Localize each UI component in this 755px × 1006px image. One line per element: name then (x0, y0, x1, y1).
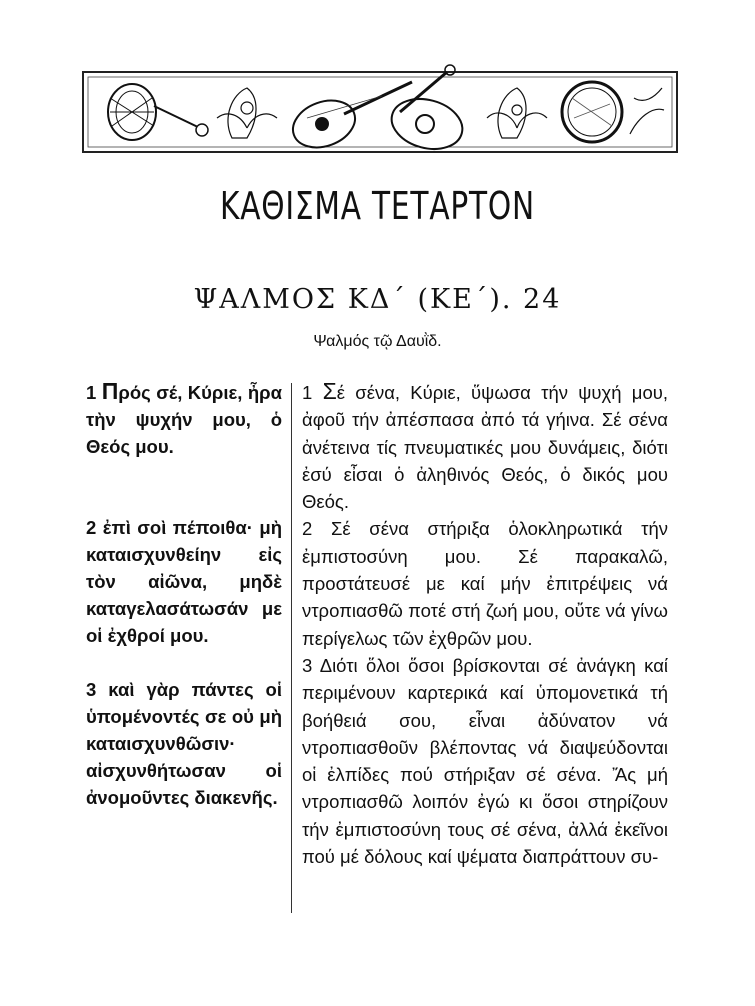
verse-original (86, 676, 282, 811)
psalm-title: ΨΑΛΜΟΣ ΚΔ΄ (ΚΕ΄). 24 (193, 284, 562, 315)
verse-text: καὶ γὰρ πάντες οἱ ὑπομένοντές σε οὐ μὴ καταισχυνθῶσιν· αἰσχυνθήτωσαν οἱ ἀνομοῦντες διακενῆς. (86, 679, 283, 808)
verse-text: Διότι ὅλοι ὅσοι βρίσκονται σέ ἀνάγκη καί περιμένουν καρτερικά καί ὑπομονετικά τή βοήθειά σου, εἶναι ἀδύνατον νά ντροπιασθοῦν βλέποντας νά διαψεύδονται οἱ ἐλπίδες πού στήριξαν σέ σένα. Ἄς μή ντροπιασθῶ λοιπόν ἐγώ κι ὅσοι στηρίζουν τήν ἐμπιστοσύνη τους σέ σένα, ἀλλά ἐκεῖνοι πού μέ δόλους καί ψέματα διαπράττουν συ- (302, 654, 669, 868)
translation-column (302, 378, 668, 870)
verse-number: 1 (302, 382, 313, 403)
verse-number: 3 (86, 679, 97, 700)
musical-instruments-headpiece (82, 58, 678, 164)
verse-number: 3 (302, 654, 313, 676)
verse-text: έ σένα, Κύριε, ὕψωσα τήν ψυχή μου, ἀφοῦ τήν ἀπέσπασα ἀπό τά γήινα. Σέ σένα ἀνέτεινα τίς πνευματικές μου δυνάμεις, διότι ἐσύ εἶσαι ὁ ἀληθινός Θεός, ὁ δικός μου Θεός. (302, 382, 668, 513)
drum-icon (108, 84, 208, 140)
psalm-subtitle: Ψαλμός τῷ Δαυῒδ. (313, 333, 442, 350)
verse-number: 1 (86, 382, 97, 403)
tambourine-icon (562, 82, 622, 142)
verse-translation (302, 378, 668, 515)
column-divider (291, 383, 292, 913)
original-text-column (86, 378, 282, 811)
verse-translation (302, 515, 668, 651)
drop-initial: Σ (322, 378, 337, 404)
verse-text: ρός σέ, Κύριε, ἦρα τὴν ψυχήν μου, ὁ Θεός μου. (86, 382, 282, 457)
verse-original (86, 514, 282, 649)
verse-text: ἐπὶ σοὶ πέποιθα· μὴ καταισχυνθείην εἰς τὸν αἰῶνα, μηδὲ καταγελασάτωσάν με οἱ ἐχθροί μου. (86, 517, 283, 646)
floral-ornament-icon (217, 88, 277, 138)
floral-ornament-icon (630, 88, 664, 134)
verse-text: Σέ σένα στήριξα ὁλοκληρωτικά τήν ἐμπιστοσύνη μου. Σέ παρακαλῶ, προστάτευσέ με καί μήν ἐπιτρέψεις νά ντροπιασθῶ ποτέ στή ζωή μου, οὔτε νά γίνω περίγελως τῶν ἐχθρῶν μου. (302, 518, 669, 649)
verse-translation (302, 652, 668, 870)
lute-icon (386, 65, 468, 156)
kathisma-title: ΚΑΘΙΣΜΑ ΤΕΤΑΡΤΟΝ (220, 184, 535, 228)
verse-number: 2 (302, 518, 313, 540)
floral-ornament-icon (487, 88, 547, 138)
verse-original (86, 378, 282, 460)
verse-number: 2 (86, 517, 97, 538)
drop-initial: Π (101, 378, 119, 404)
